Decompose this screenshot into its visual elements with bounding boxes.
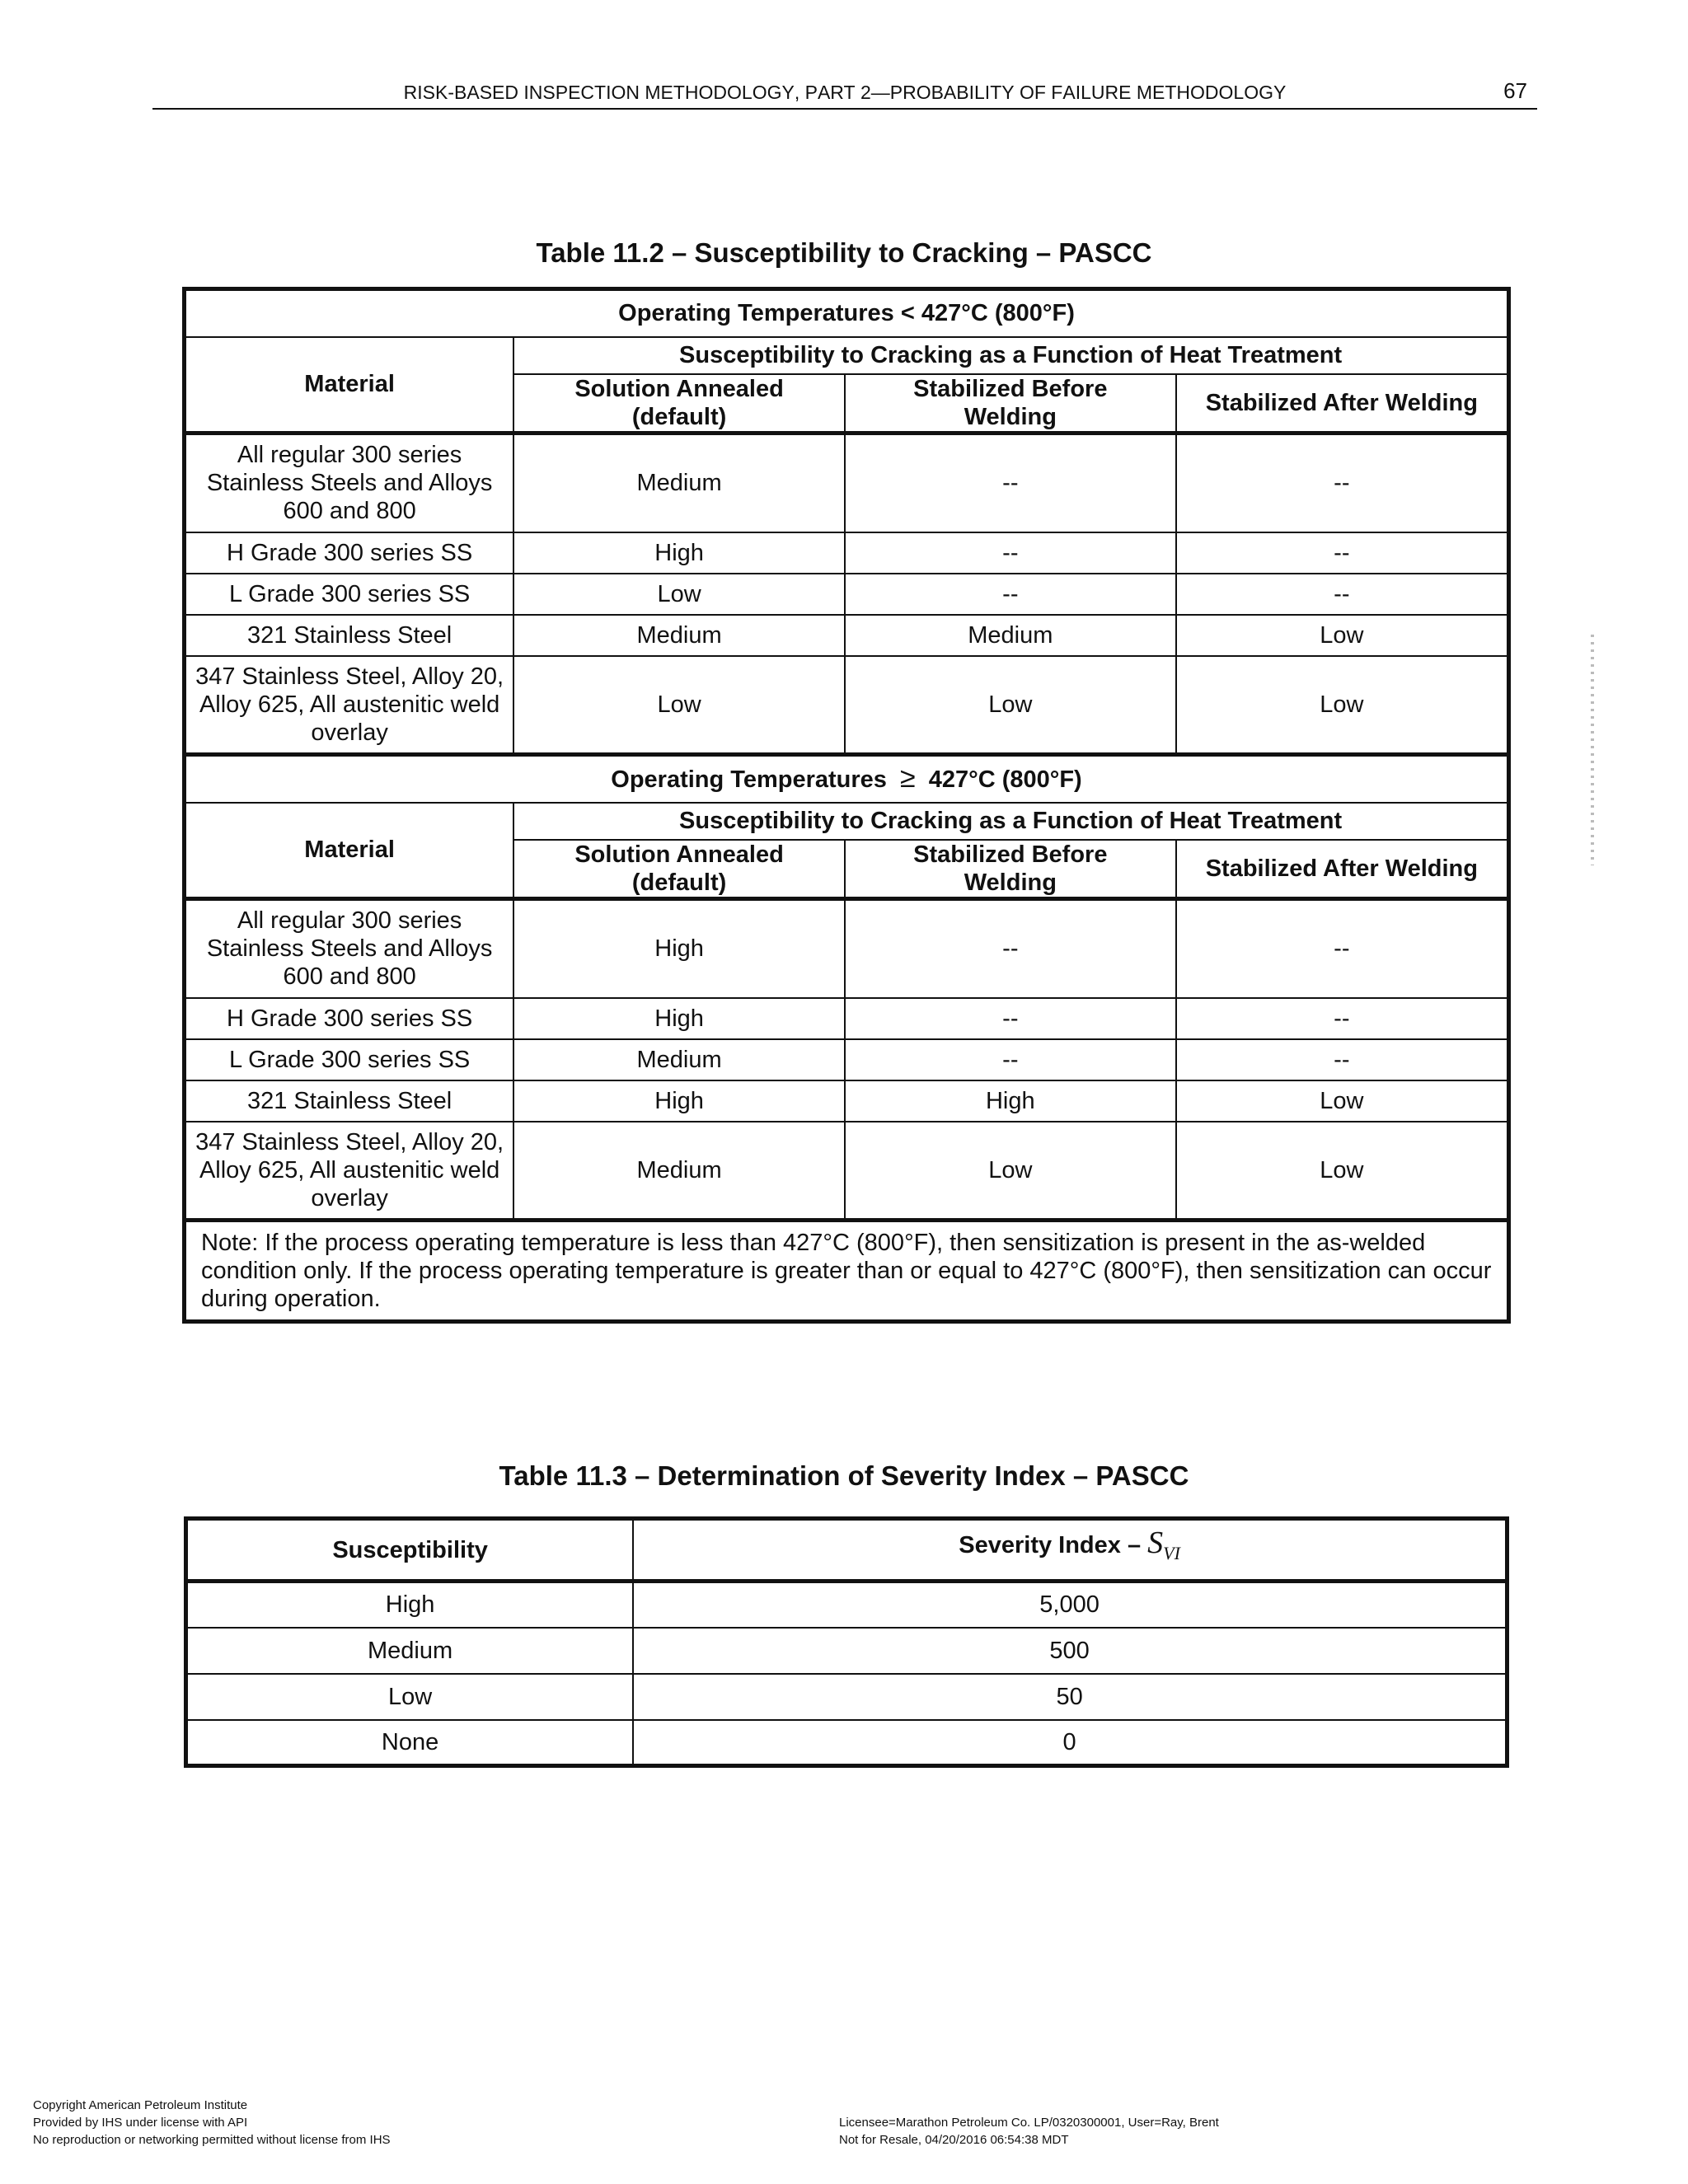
high-temp-stabilized-after-header: Stabilized After Welding xyxy=(1176,840,1509,899)
stabilized-before-cell: -- xyxy=(845,574,1176,615)
footer-right xyxy=(839,2114,1219,2149)
table-11-3 xyxy=(184,1516,1509,1768)
stabilized-before-cell: -- xyxy=(845,532,1176,574)
table-row xyxy=(185,615,1509,656)
table-row xyxy=(185,998,1509,1039)
table-11-2 xyxy=(182,287,1511,1324)
material-cell: L Grade 300 series SS xyxy=(185,574,514,615)
solution-annealed-cell: Low xyxy=(513,574,845,615)
material-cell: H Grade 300 series SS xyxy=(185,532,514,574)
solution-annealed-cell: Medium xyxy=(513,1122,845,1221)
table-11-2-caption: Table 11.2 – Susceptibility to Cracking – PASCC xyxy=(536,237,1152,268)
table-row xyxy=(186,1720,1507,1766)
table-row xyxy=(185,1080,1509,1122)
table-row xyxy=(185,899,1509,998)
footer-copyright: Copyright American Petroleum Institute xyxy=(33,2098,248,2112)
stabilized-before-cell: Medium xyxy=(845,615,1176,656)
stabilized-after-cell: -- xyxy=(1176,1039,1509,1080)
running-title: RISK-BASED INSPECTION METHODOLOGY, PART 2—PROBABILITY OF FAILURE METHODOLOGY xyxy=(403,82,1287,103)
stabilized-after-cell: -- xyxy=(1176,899,1509,998)
footer-provider: Provided by IHS under license with API xyxy=(33,2116,248,2130)
susceptibility-cell: Medium xyxy=(186,1628,634,1674)
stabilized-after-cell: Low xyxy=(1176,656,1509,755)
solution-annealed-cell: High xyxy=(513,532,845,574)
material-cell: 347 Stainless Steel, Alloy 20, Alloy 625, All austenitic weld overlay xyxy=(185,1122,514,1221)
low-temp-material-header: Material xyxy=(185,337,514,434)
stabilized-after-cell: Low xyxy=(1176,1122,1509,1221)
susceptibility-cell: High xyxy=(186,1582,634,1628)
solution-annealed-cell: Medium xyxy=(513,615,845,656)
stabilized-after-cell: -- xyxy=(1176,574,1509,615)
table-row xyxy=(186,1582,1507,1628)
table-row xyxy=(186,1628,1507,1674)
material-cell: 347 Stainless Steel, Alloy 20, Alloy 625, All austenitic weld overlay xyxy=(185,656,514,755)
high-temp-stabilized-before-header: Stabilized Before Welding xyxy=(845,840,1176,899)
footer-resale: Not for Resale, 04/20/2016 06:54:38 MDT xyxy=(839,2133,1069,2147)
susceptibility-header: Susceptibility xyxy=(186,1519,634,1582)
material-cell: H Grade 300 series SS xyxy=(185,998,514,1039)
table-row xyxy=(185,1039,1509,1080)
table-11-3-caption: Table 11.3 – Determination of Severity Index – PASCC xyxy=(499,1460,1189,1491)
severity-index-label: Severity Index – xyxy=(959,1532,1142,1558)
solution-annealed-cell: High xyxy=(513,998,845,1039)
svi-symbol: $S_{VI}$ xyxy=(1147,1526,1180,1563)
stabilized-before-cell: -- xyxy=(845,1039,1176,1080)
susceptibility-cell: None xyxy=(186,1720,634,1766)
severity-index-cell: 0 xyxy=(633,1720,1507,1766)
solution-annealed-cell: Low xyxy=(513,656,845,755)
stabilized-after-cell: -- xyxy=(1176,434,1509,532)
stabilized-before-cell: Low xyxy=(845,1122,1176,1221)
table-row xyxy=(185,1122,1509,1221)
severity-index-cell: 500 xyxy=(633,1628,1507,1674)
solution-annealed-cell: Medium xyxy=(513,434,845,532)
low-temp-solution-annealed-header: Solution Annealed (default) xyxy=(513,374,845,434)
high-temp-heat-treatment-group-header: Susceptibility to Cracking as a Function of Heat Treatment xyxy=(513,803,1508,840)
solution-annealed-cell: High xyxy=(513,1080,845,1122)
severity-index-cell: 50 xyxy=(633,1674,1507,1720)
stabilized-before-cell: -- xyxy=(845,899,1176,998)
table-row xyxy=(185,574,1509,615)
high-temp-temperature-label: Operating Temperatures ≥ 427°C (800°F) xyxy=(185,755,1509,803)
material-cell: L Grade 300 series SS xyxy=(185,1039,514,1080)
table-row xyxy=(185,656,1509,755)
stabilized-after-cell: -- xyxy=(1176,532,1509,574)
low-temp-heat-treatment-group-header: Susceptibility to Cracking as a Function of Heat Treatment xyxy=(513,337,1508,374)
page-number: 67 xyxy=(1503,78,1527,103)
table-11-2-body xyxy=(185,289,1509,1322)
running-header xyxy=(152,78,1537,110)
stabilized-before-cell: -- xyxy=(845,998,1176,1039)
low-temp-stabilized-after-header: Stabilized After Welding xyxy=(1176,374,1509,434)
material-cell: 321 Stainless Steel xyxy=(185,1080,514,1122)
table-11-3-body xyxy=(186,1582,1507,1766)
stabilized-before-cell: High xyxy=(845,1080,1176,1122)
high-temp-solution-annealed-header: Solution Annealed (default) xyxy=(513,840,845,899)
material-cell: All regular 300 series Stainless Steels and Alloys 600 and 800 xyxy=(185,434,514,532)
footer-restriction: No reproduction or networking permitted without license from IHS xyxy=(33,2133,391,2147)
solution-annealed-cell: Medium xyxy=(513,1039,845,1080)
table-note: Note: If the process operating temperature is less than 427°C (800°F), then sensitization is present in the as-welded condition only. If the process operating temperature is greater than or equal to 427°C (800°F), then sensitization can occur during operation. xyxy=(185,1221,1509,1322)
table-row xyxy=(185,434,1509,532)
stabilized-before-cell: Low xyxy=(845,656,1176,755)
stabilized-after-cell: -- xyxy=(1176,998,1509,1039)
severity-index-cell: 5,000 xyxy=(633,1582,1507,1628)
table-row xyxy=(186,1674,1507,1720)
high-temp-material-header: Material xyxy=(185,803,514,899)
footer-licensee: Licensee=Marathon Petroleum Co. LP/0320300001, User=Ray, Brent xyxy=(839,2116,1219,2130)
severity-index-header xyxy=(633,1519,1507,1582)
material-cell: 321 Stainless Steel xyxy=(185,615,514,656)
material-cell: All regular 300 series Stainless Steels and Alloys 600 and 800 xyxy=(185,899,514,998)
footer-left xyxy=(33,2097,391,2149)
low-temp-stabilized-before-header: Stabilized Before Welding xyxy=(845,374,1176,434)
margin-watermark-mark xyxy=(1591,635,1594,865)
stabilized-before-cell: -- xyxy=(845,434,1176,532)
low-temp-temperature-label: Operating Temperatures < 427°C (800°F) xyxy=(185,289,1509,337)
solution-annealed-cell: High xyxy=(513,899,845,998)
susceptibility-cell: Low xyxy=(186,1674,634,1720)
stabilized-after-cell: Low xyxy=(1176,615,1509,656)
table-row xyxy=(185,532,1509,574)
stabilized-after-cell: Low xyxy=(1176,1080,1509,1122)
